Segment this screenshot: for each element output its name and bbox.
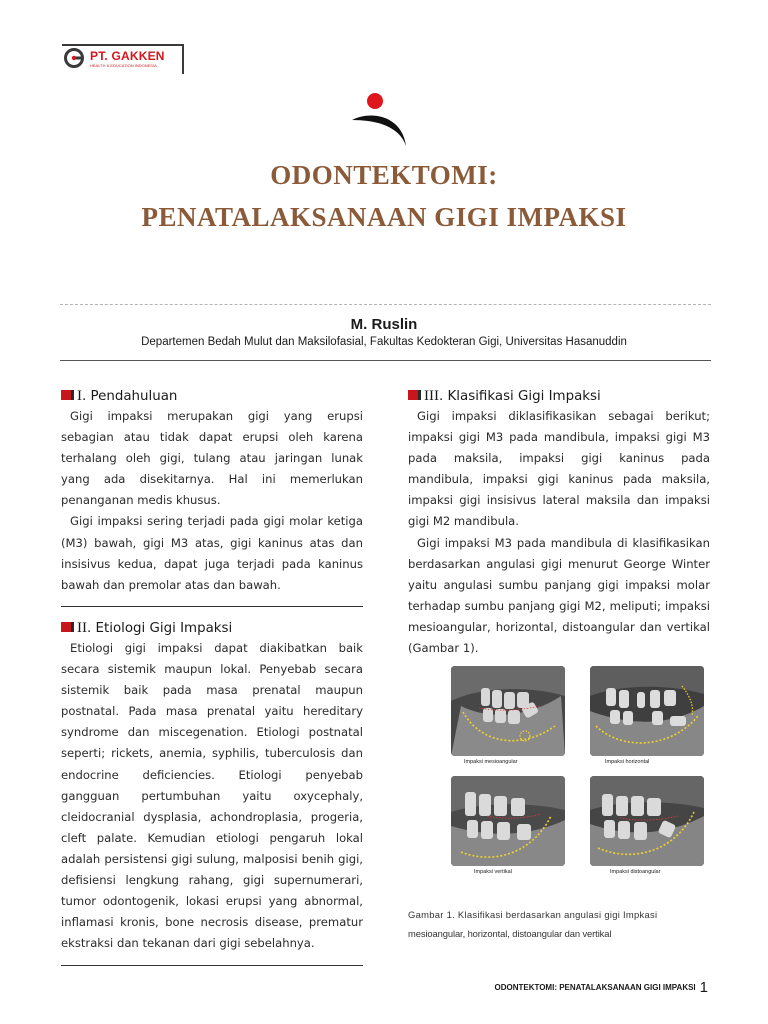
section-divider (61, 606, 363, 607)
section-heading-klasifikasi (408, 386, 601, 406)
paragraph: Gigi impaksi sering terjadi pada gigi molar ketiga (M3) bawah, gigi M3 atas, gigi kaninus atas dan insisivus kedua, dapat juga terjadi pada kaninus bawah dan premolar atas dan bawah. (61, 514, 363, 592)
section-number: I (77, 388, 82, 404)
divider-dotted (60, 304, 711, 305)
section-body-klasifikasi (408, 406, 710, 659)
page-title-line1: ODONTEKTOMI: (270, 160, 498, 190)
section-number: II (77, 620, 87, 636)
running-title: ODONTEKTOMI: PENATALAKSANAAN GIGI IMPAKSI (494, 983, 696, 992)
logo-subtext: HEALTH & EDUCATION INDONESIA (90, 63, 157, 68)
logo-text: PT. GAKKEN (90, 49, 165, 63)
paragraph: Etiologi gigi impaksi dapat diakibatkan baik secara sistemik maupun lokal. Penyebab secara sistemik baik pada masa prenatal maupun postnatal. Pada masa prenatal yaitu hereditary syndrome dan miscegenation. Etiologi postnatal seperti; rickets, anemia, syphilis, tuberculosis dan endocrine deficiencies. Etiologi penyebab gangguan pertumbuhan yaitu oxycephaly, cleidocranial dysplasia, achondroplasia, progeria, cleft palate. Kemudian etiologi pengaruh lokal adalah persistensi gigi sulung, malposisi benih gigi, defisiensi lengkung rahang, gigi supernumerari, tumor odontogenik, lokasi erupsi yang abnormal, inflamasi kronis, bone necrosis disease, prematur ekstraksi dan tekanan dari gigi sebelahnya. (61, 641, 363, 951)
section-marker-icon (61, 622, 71, 632)
section-heading-etiologi (61, 618, 232, 638)
xray-image-horizontal (590, 666, 704, 756)
section-title: . Pendahuluan (82, 389, 178, 404)
section-marker-icon (61, 390, 71, 400)
publisher-logo (62, 44, 184, 74)
section-marker-icon (408, 390, 418, 400)
section-number: III (424, 388, 439, 404)
xray-label: Impaksi vertikal (474, 869, 512, 875)
figure-caption-line2: mesioangular, horizontal, distoangular dan vertikal (408, 928, 612, 939)
xray-image-distoangular (590, 776, 704, 866)
xray-image-mesioangular (451, 666, 565, 756)
xray-label: Impaksi horizontal (605, 759, 650, 765)
figure-caption (408, 905, 710, 943)
page-number: 1 (699, 979, 708, 996)
page-footer (494, 979, 708, 996)
paragraph: Gigi impaksi merupakan gigi yang erupsi sebagian atau tidak dapat erupsi oleh karena terhalang oleh gigi, tulang atau jaringan lunak yang ada disekitarnya. Hal ini memerlukan penanganan medis khusus. (61, 409, 363, 508)
page-title-line2: PENATALAKSANAAN GIGI IMPAKSI (141, 202, 627, 232)
author-affiliation: Departemen Bedah Mulut dan Maksilofasial, Fakultas Kedokteran Gigi, Universitas Hasanuddin (141, 336, 627, 348)
figure-caption-line1: Gambar 1. Klasifikasi berdasarkan angulasi gigi Impkasi (408, 909, 658, 920)
gakken-g-icon (64, 48, 84, 68)
section-heading-pendahuluan (61, 386, 177, 406)
section-title: . Klasifikasi Gigi Impaksi (439, 389, 601, 404)
author-name: M. Ruslin (350, 316, 418, 333)
swoosh-emblem-icon (350, 92, 410, 150)
xray-label: Impaksi mesioangular (464, 759, 518, 765)
xray-label: Impaksi distoangular (610, 869, 661, 875)
section-body-etiologi (61, 638, 363, 954)
paragraph: Gigi impaksi diklasifikasikan sebagai berikut; impaksi gigi M3 pada mandibula, impaksi gigi M3 pada maksila, impaksi gigi kaninus pada mandibula, impaksi gigi kaninus pada maksila, impaksi gigi insisivus lateral maksila dan impaksi gigi M2 mandibula. (408, 409, 710, 529)
divider-solid (60, 360, 711, 361)
section-title: . Etiologi Gigi Impaksi (87, 621, 233, 636)
xray-image-vertikal (451, 776, 565, 866)
section-divider (61, 965, 363, 966)
figure-xray-panels (447, 664, 709, 890)
paragraph: Gigi impaksi M3 pada mandibula di klasifikasikan berdasarkan angulasi gigi menurut George Winter yaitu angulasi sumbu panjang gigi impaksi molar terhadap sumbu panjang gigi M2, meliputi; impaksi mesioangular, horizontal, distoangular dan vertikal (Gambar 1). (408, 535, 710, 656)
section-body-pendahuluan (61, 406, 363, 596)
